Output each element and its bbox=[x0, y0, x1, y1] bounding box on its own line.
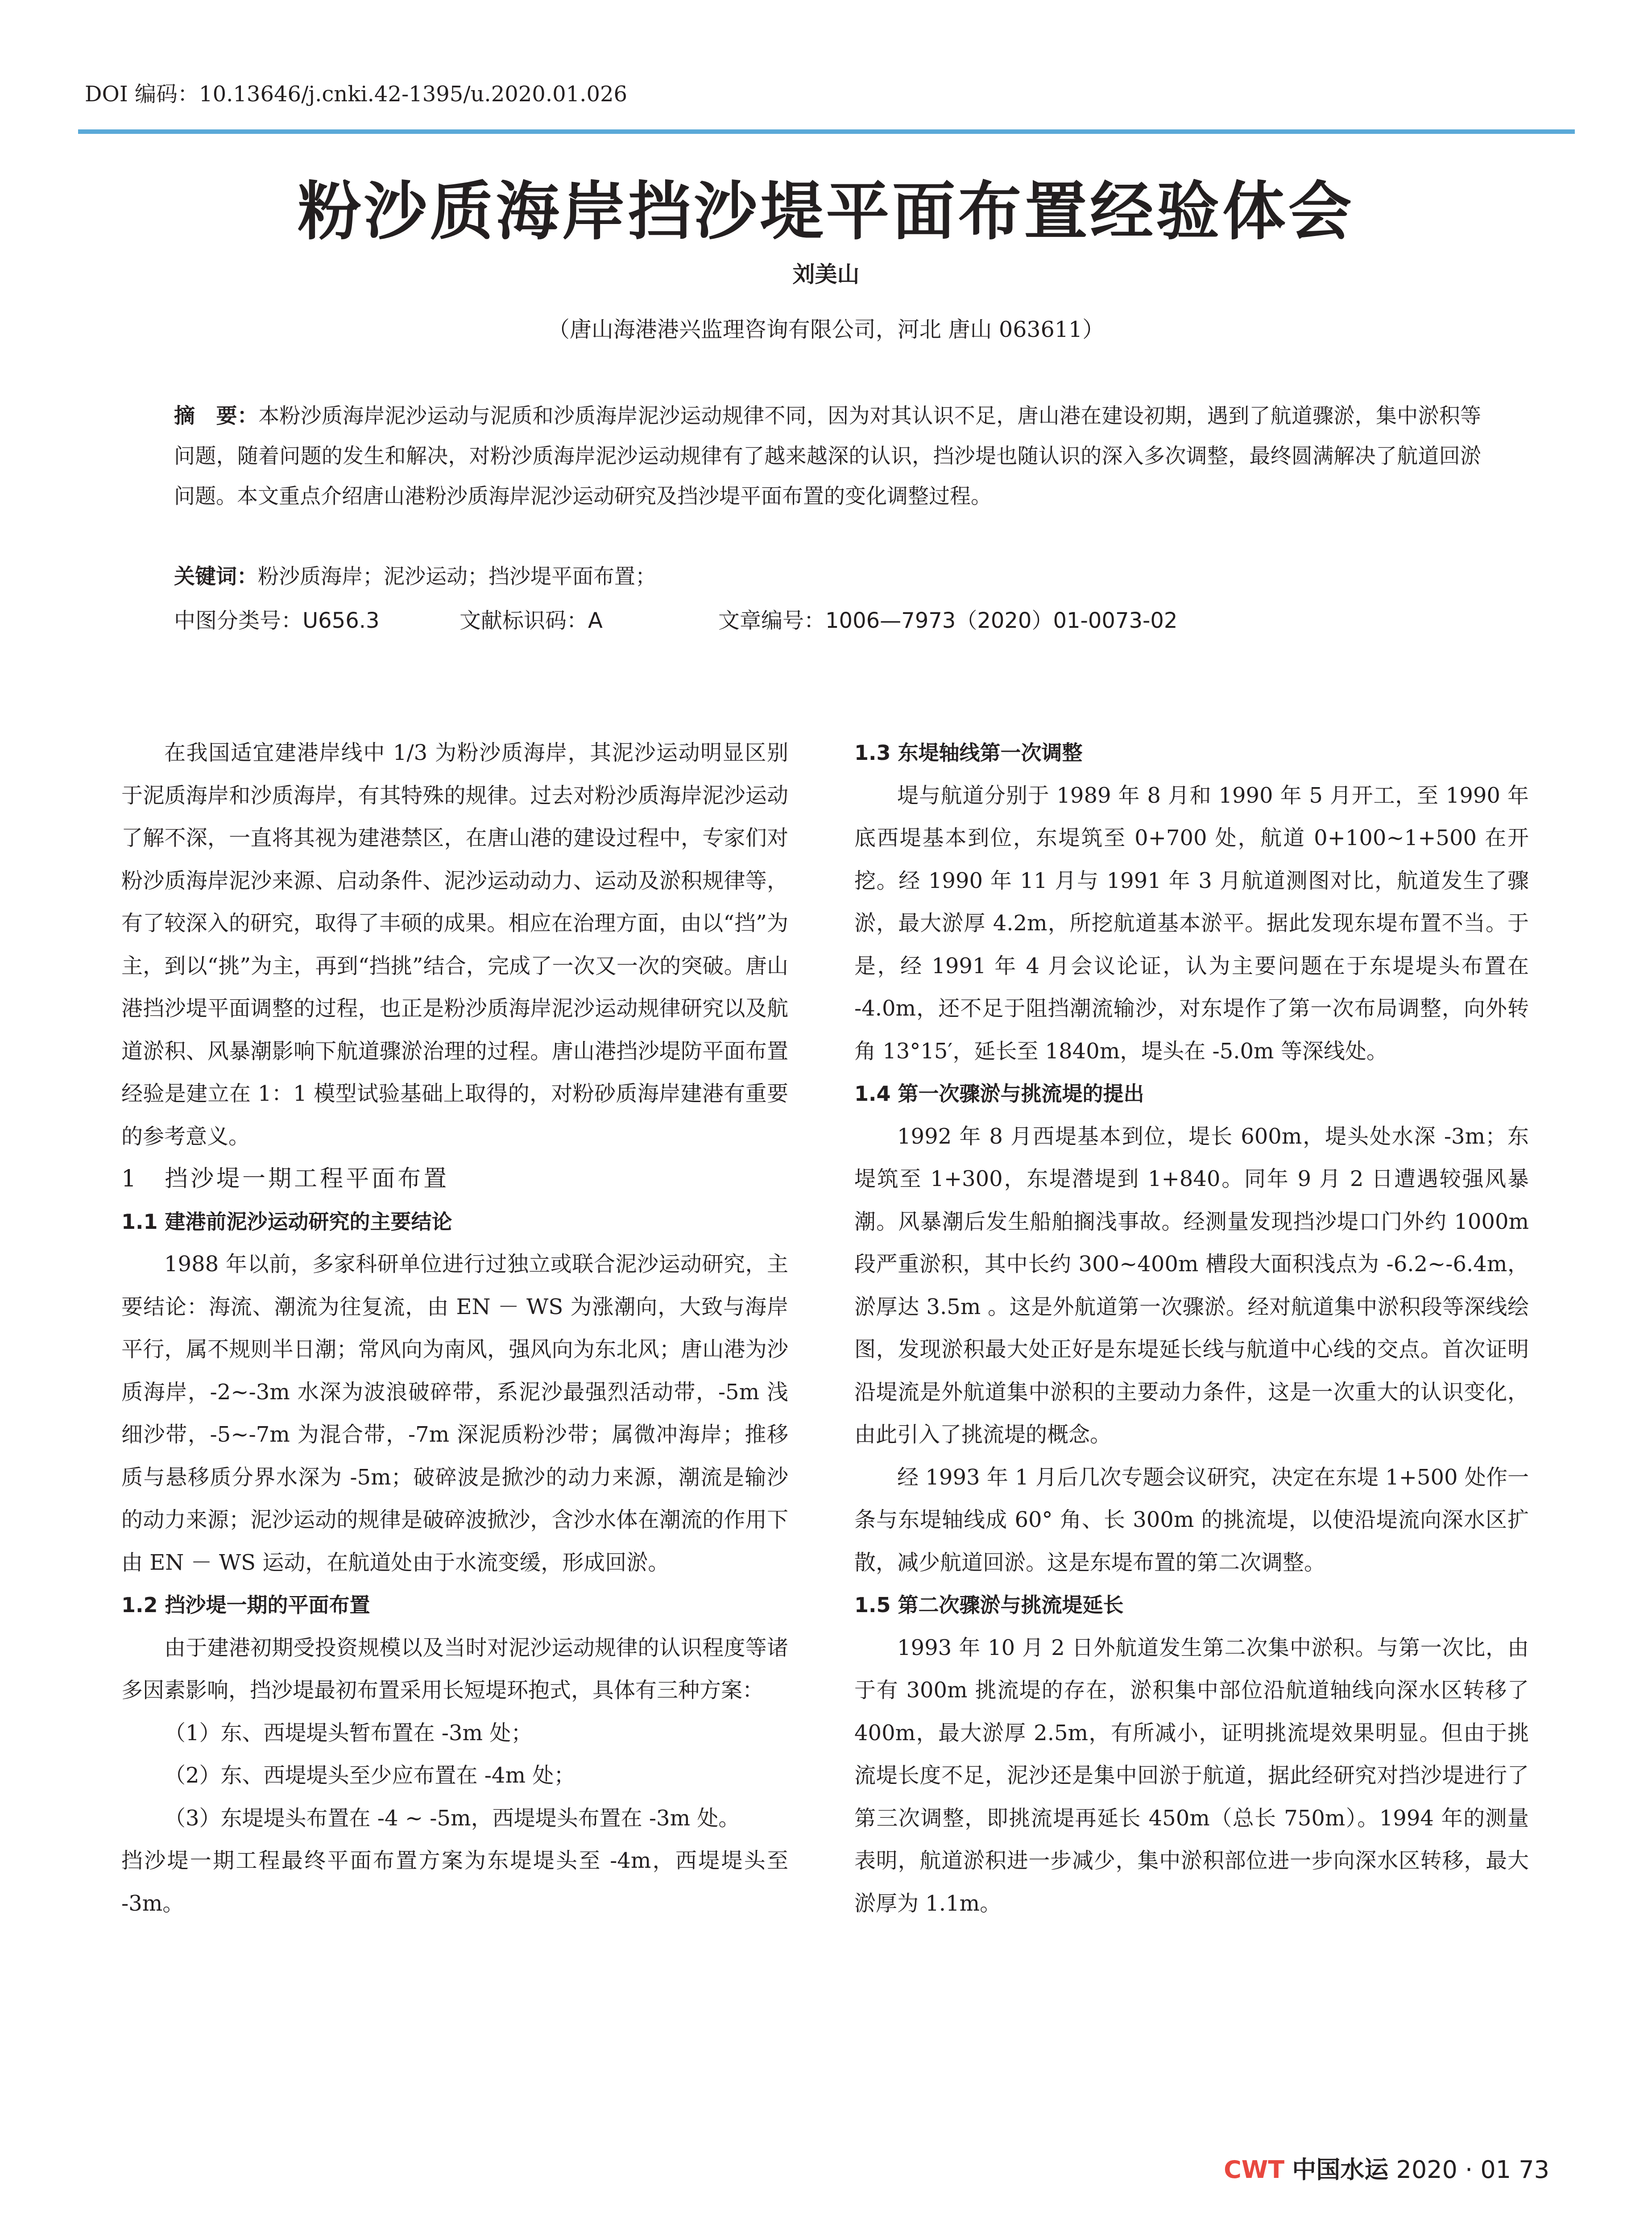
left-column bbox=[121, 732, 788, 1925]
doi-line: DOI 编码：10.13646/j.cnki.42-1395/u.2020.01.026 bbox=[85, 82, 628, 107]
abstract-label: 摘 要： bbox=[174, 404, 259, 428]
page-footer bbox=[1224, 2151, 1549, 2185]
abstract-text: 本粉沙质海岸泥沙运动与泥质和沙质海岸泥沙运动规律不同，因为对其认识不足，唐山港在建设初期，遇到了航道骤淤，集中淤积等问题，随着问题的发生和解决，对粉沙质海岸泥沙运动规律有了越来越深的认识，挡沙堤也随认识的深入多次调整，最终圆满解决了航道回淤问题。本文重点介绍唐山港粉沙质海岸泥沙运动研究及挡沙堤平面布置的变化调整过程。 bbox=[174, 404, 1482, 509]
subsection-heading-1-3: 1.3 东堤轴线第一次调整 bbox=[854, 741, 1083, 765]
subsection-heading-1-2: 1.2 挡沙堤一期的平面布置 bbox=[121, 1593, 370, 1617]
subsection-heading-1-1: 1.1 建港前泥沙运动研究的主要结论 bbox=[121, 1209, 452, 1234]
list-item: （3）东堤堤头布置在 -4 ~ -5m，西堤堤头布置在 -3m 处。 bbox=[164, 1805, 740, 1831]
subsection-heading-1-5: 1.5 第二次骤淤与挑流堤延长 bbox=[854, 1593, 1124, 1617]
affiliation: （唐山海港港兴监理咨询有限公司，河北 唐山 063611） bbox=[547, 317, 1105, 342]
keywords bbox=[174, 560, 656, 590]
subsection-heading-1-4: 1.4 第一次骤淤与挑流堤的提出 bbox=[854, 1082, 1144, 1106]
magazine-name: 中国水运 bbox=[1292, 2156, 1389, 2184]
paragraph-1-5: 1993 年 10 月 2 日外航道发生第二次集中淤积。与第一次比，由于有 300m 挑流堤的存在，淤积集中部位沿航道轴线向深水区转移了 400m，最大淤厚 2.5m，有所减小，证明挑流堤效果明显。但由于挑流堤长度不足，泥沙还是集中回淤于航道，据此经研究对挡沙堤进行了第三次调整，即挑流堤再延长 450m（总长 750m）。1994 年的测量表明，航道淤积进一步减少，集中淤积部位进一步向深水区转移，最大淤厚为 1.1m。 bbox=[854, 1635, 1529, 1916]
paragraph-1-4b: 经 1993 年 1 月后几次专题会议研究，决定在东堤 1+500 处作一条与东堤轴线成 60° 角、长 300m 的挑流堤，以使沿堤流向深水区扩散，减少航道回淤。这是东堤布置的第二次调整。 bbox=[854, 1464, 1529, 1575]
list-item: （2）东、西堤堤头至少应布置在 -4m 处； bbox=[164, 1763, 576, 1788]
paragraph-1-3: 堤与航道分别于 1989 年 8 月和 1990 年 5 月开工，至 1990 年底西堤基本到位，东堤筑至 0+700 处，航道 0+100~1+500 在开挖。经 1990 年 11 月与 1991 年 3 月航道测图对比，航道发生了骤淤，最大淤厚 4.2m，所挖航道基本淤平。据此发现东堤布置不当。于是，经 1991 年 4 月会议论证，认为主要问题在于东堤堤头布置在 -4.0m，还不足于阻挡潮流输沙，对东堤作了第一次布局调整，向外转角 13°15′，延长至 1840m，堤头在 -5.0m 等深线处。 bbox=[854, 783, 1529, 1064]
article-title: 粉沙质海岸挡沙堤平面布置经验体会 bbox=[298, 174, 1354, 249]
keywords-label: 关键词： bbox=[174, 564, 258, 589]
classification-line bbox=[174, 603, 1177, 634]
list-item: （1）东、西堤堤头暂布置在 -3m 处； bbox=[164, 1720, 533, 1746]
document-code: 文献标识码：A bbox=[460, 608, 603, 633]
keywords-text: 粉沙质海岸；泥沙运动；挡沙堤平面布置； bbox=[258, 564, 656, 589]
page-number: 73 bbox=[1519, 2156, 1549, 2184]
section-heading-1: 1 挡沙堤一期工程平面布置 bbox=[121, 1165, 450, 1192]
paragraph-1-4a: 1992 年 8 月西堤基本到位，堤长 600m，堤头处水深 -3m；东堤筑至 1+300，东堤潜堤到 1+840。同年 9 月 2 日遭遇较强风暴潮。风暴潮后发生船舶搁浅事故。经测量发现挡沙堤口门外约 1000m 段严重淤积，其中长约 300~400m 槽段大面积浅点为 -6.2~-6.4m，淤厚达 3.5m 。这是外航道第一次骤淤。经对航道集中淤积段等深线绘图，发现淤积最大处正好是东堤延长线与航道中心线的交点。首次证明沿堤流是外航道集中淤积的主要动力条件，这是一次重大的认识变化，由此引入了挑流堤的概念。 bbox=[854, 1124, 1529, 1447]
paragraph-1-2: 由于建港初期受投资规模以及当时对泥沙运动规律的认识程度等诸多因素影响，挡沙堤最初布置采用长短堤环抱式，具体有三种方案： bbox=[121, 1635, 788, 1703]
author-name: 刘美山 bbox=[792, 261, 860, 287]
clc-number: 中图分类号：U656.3 bbox=[174, 608, 380, 633]
header-rule bbox=[78, 129, 1575, 134]
issue-number: 2020 · 01 bbox=[1396, 2156, 1511, 2184]
right-column bbox=[854, 732, 1529, 1925]
paragraph-1-1: 1988 年以前，多家科研单位进行过独立或联合泥沙运动研究，主要结论：海流、潮流为往复流，由 EN － WS 为涨潮向，大致与海岸平行，属不规则半日潮；常风向为南风，强风向为东北风；唐山港为沙质海岸，-2~-3m 水深为波浪破碎带，系泥沙最强烈活动带，-5m 浅细沙带，-5~-7m 为混合带，-7m 深泥质粉沙带；属微冲海岸；推移质与悬移质分界水深为 -5m；破碎波是掀沙的动力来源，潮流是输沙的动力来源；泥沙运动的规律是破碎波掀沙，含沙水体在潮流的作用下由 EN － WS 运动，在航道处由于水流变缓，形成回淤。 bbox=[121, 1252, 788, 1575]
intro-paragraph: 在我国适宜建港岸线中 1/3 为粉沙质海岸，其泥沙运动明显区别于泥质海岸和沙质海岸，有其特殊的规律。过去对粉沙质海岸泥沙运动了解不深，一直将其视为建港禁区，在唐山港的建设过程中，专家们对粉沙质海岸泥沙来源、启动条件、泥沙运动动力、运动及淤积规律等，有了较深入的研究，取得了丰硕的成果。相应在治理方面，由以“挡”为主，到以“挑”为主，再到“挡挑”结合，完成了一次又一次的突破。唐山港挡沙堤平面调整的过程，也正是粉沙质海岸泥沙运动规律研究以及航道淤积、风暴潮影响下航道骤淤治理的过程。唐山港挡沙堤防平面布置经验是建立在 1：1 模型试验基础上取得的，对粉砂质海岸建港有重要的参考意义。 bbox=[121, 740, 788, 1149]
brand-logo: CWT bbox=[1224, 2156, 1285, 2184]
abstract bbox=[174, 396, 1481, 517]
paragraph-1-2-final: 挡沙堤一期工程最终平面布置方案为东堤堤头至 -4m，西堤堤头至 -3m。 bbox=[121, 1848, 788, 1916]
article-number: 文章编号：1006—7973（2020）01-0073-02 bbox=[718, 608, 1178, 633]
